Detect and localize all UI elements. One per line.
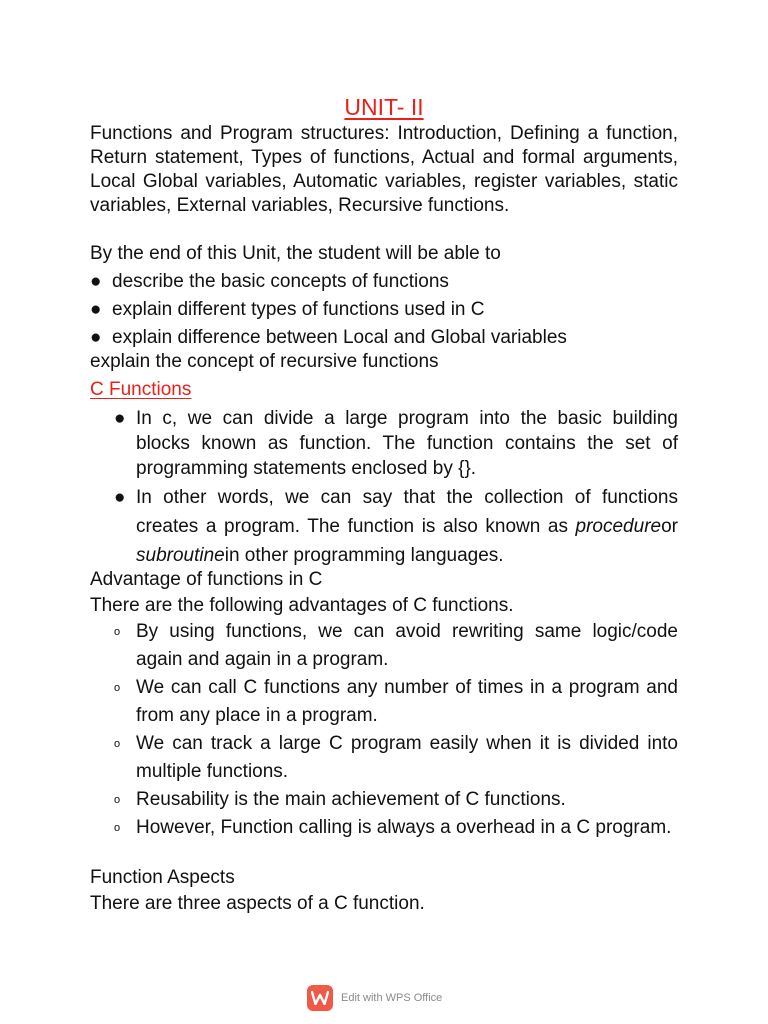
list-item: ● In other words, we can say that the collection of functions creates a program. The function is also known as procedureor subroutinein other programming languages. <box>114 483 678 570</box>
bullet-icon: ● <box>114 408 126 429</box>
list-item: ● describe the basic concepts of functions <box>90 268 567 296</box>
list-item: o We can call C functions any number of times in a program and from any place in a program. <box>114 677 678 726</box>
term-procedure: procedure <box>575 516 662 537</box>
wps-office-badge[interactable] <box>307 985 442 1011</box>
c-functions-heading: C Functions <box>90 379 192 400</box>
circle-bullet-icon: o <box>114 794 121 806</box>
bullet-icon: ● <box>90 327 102 348</box>
bullet-icon: ● <box>90 271 102 292</box>
unit-title: UNIT- II <box>344 94 424 120</box>
advantages-lead: There are the following advantages of C functions. <box>90 595 514 616</box>
objectives-list <box>90 268 567 352</box>
advantages-heading: Advantage of functions in C <box>90 569 323 590</box>
wps-office-label: Edit with WPS Office <box>341 992 443 1004</box>
circle-bullet-icon: o <box>114 626 121 638</box>
list-item: ● In c, we can divide a large program into the basic building blocks known as function. The function contains the set of programming statements enclosed by {}. <box>114 408 678 479</box>
function-aspects-heading: Function Aspects <box>90 867 235 888</box>
wps-office-logo-icon <box>307 985 333 1011</box>
circle-bullet-icon: o <box>114 738 121 750</box>
list-item: o However, Function calling is always a overhead in a C program. <box>114 817 672 838</box>
objectives-lead: By the end of this Unit, the student will be able to <box>90 243 501 264</box>
c-functions-list <box>114 406 678 570</box>
list-item: o Reusability is the main achievement of C functions. <box>114 789 566 810</box>
circle-bullet-icon: o <box>114 682 121 694</box>
function-aspects-lead: There are three aspects of a C function. <box>90 893 425 914</box>
objectives-last-line: explain the concept of recursive functions <box>90 351 439 372</box>
bullet-icon: ● <box>90 299 102 320</box>
advantages-list <box>114 618 678 842</box>
term-subroutine: subroutine <box>136 545 225 566</box>
list-item: o By using functions, we can avoid rewriting same logic/code again and again in a program. <box>114 621 678 670</box>
circle-bullet-icon: o <box>114 822 121 834</box>
list-item: ● explain different types of functions used in C <box>90 296 567 324</box>
bullet-icon: ● <box>114 487 126 508</box>
unit-intro-paragraph: Functions and Program structures: Introduction, Defining a function, Return statement, Types of functions, Actual and formal arguments, Local Global variables, Automatic variables, register variables, static variables, External variables, Recursive functions. <box>90 123 678 216</box>
list-item: o We can track a large C program easily when it is divided into multiple functions. <box>114 733 678 782</box>
list-item: ● explain difference between Local and Global variables <box>90 324 567 352</box>
